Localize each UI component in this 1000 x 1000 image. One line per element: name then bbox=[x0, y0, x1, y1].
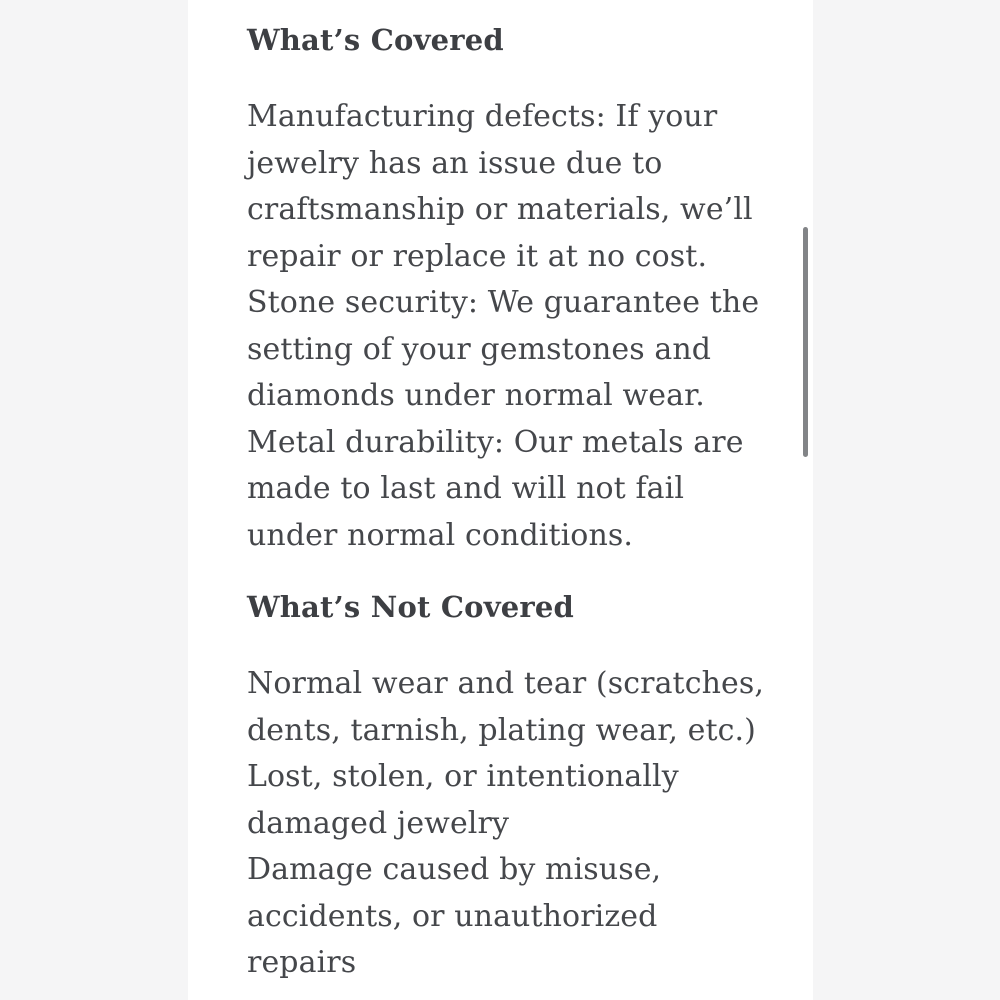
paragraph-line: Normal wear and tear (scratches, bbox=[247, 666, 765, 701]
paragraph-line: accidents, or unauthorized bbox=[247, 898, 658, 934]
paragraph-line: under normal conditions. bbox=[247, 517, 634, 553]
scrollbar-thumb[interactable] bbox=[803, 227, 808, 457]
whats-covered-heading: What’s Covered bbox=[247, 23, 504, 57]
paragraph-line: dents, tarnish, plating wear, etc.) bbox=[247, 712, 756, 748]
paragraph-line: made to last and will not fail bbox=[247, 471, 685, 506]
paragraph-line: Manufacturing defects: If your bbox=[247, 99, 718, 134]
paragraph-line: repair or replace it at no cost. bbox=[247, 238, 708, 274]
paragraph-line: diamonds under normal wear. bbox=[247, 378, 705, 413]
section-whats-covered bbox=[247, 20, 760, 559]
whats-not-covered-paragraph bbox=[247, 661, 765, 987]
paragraph-line: Stone security: We guarantee the bbox=[247, 285, 760, 320]
paragraph-line: damaged jewelry bbox=[247, 805, 509, 841]
paragraph-line: craftsmanship or materials, we’ll bbox=[247, 192, 753, 227]
paragraph-line: Lost, stolen, or intentionally bbox=[247, 759, 679, 794]
paragraph-line: Metal durability: Our metals are bbox=[247, 424, 744, 460]
paragraph-line: setting of your gemstones and bbox=[247, 331, 712, 367]
whats-not-covered-heading: What’s Not Covered bbox=[247, 590, 575, 624]
warranty-content-card bbox=[188, 0, 813, 1000]
paragraph-line: jewelry has an issue due to bbox=[247, 145, 663, 181]
whats-covered-paragraph bbox=[247, 94, 760, 559]
section-whats-not-covered bbox=[247, 587, 765, 987]
paragraph-line: repairs bbox=[247, 945, 357, 980]
paragraph-line: Damage caused by misuse, bbox=[247, 852, 662, 887]
